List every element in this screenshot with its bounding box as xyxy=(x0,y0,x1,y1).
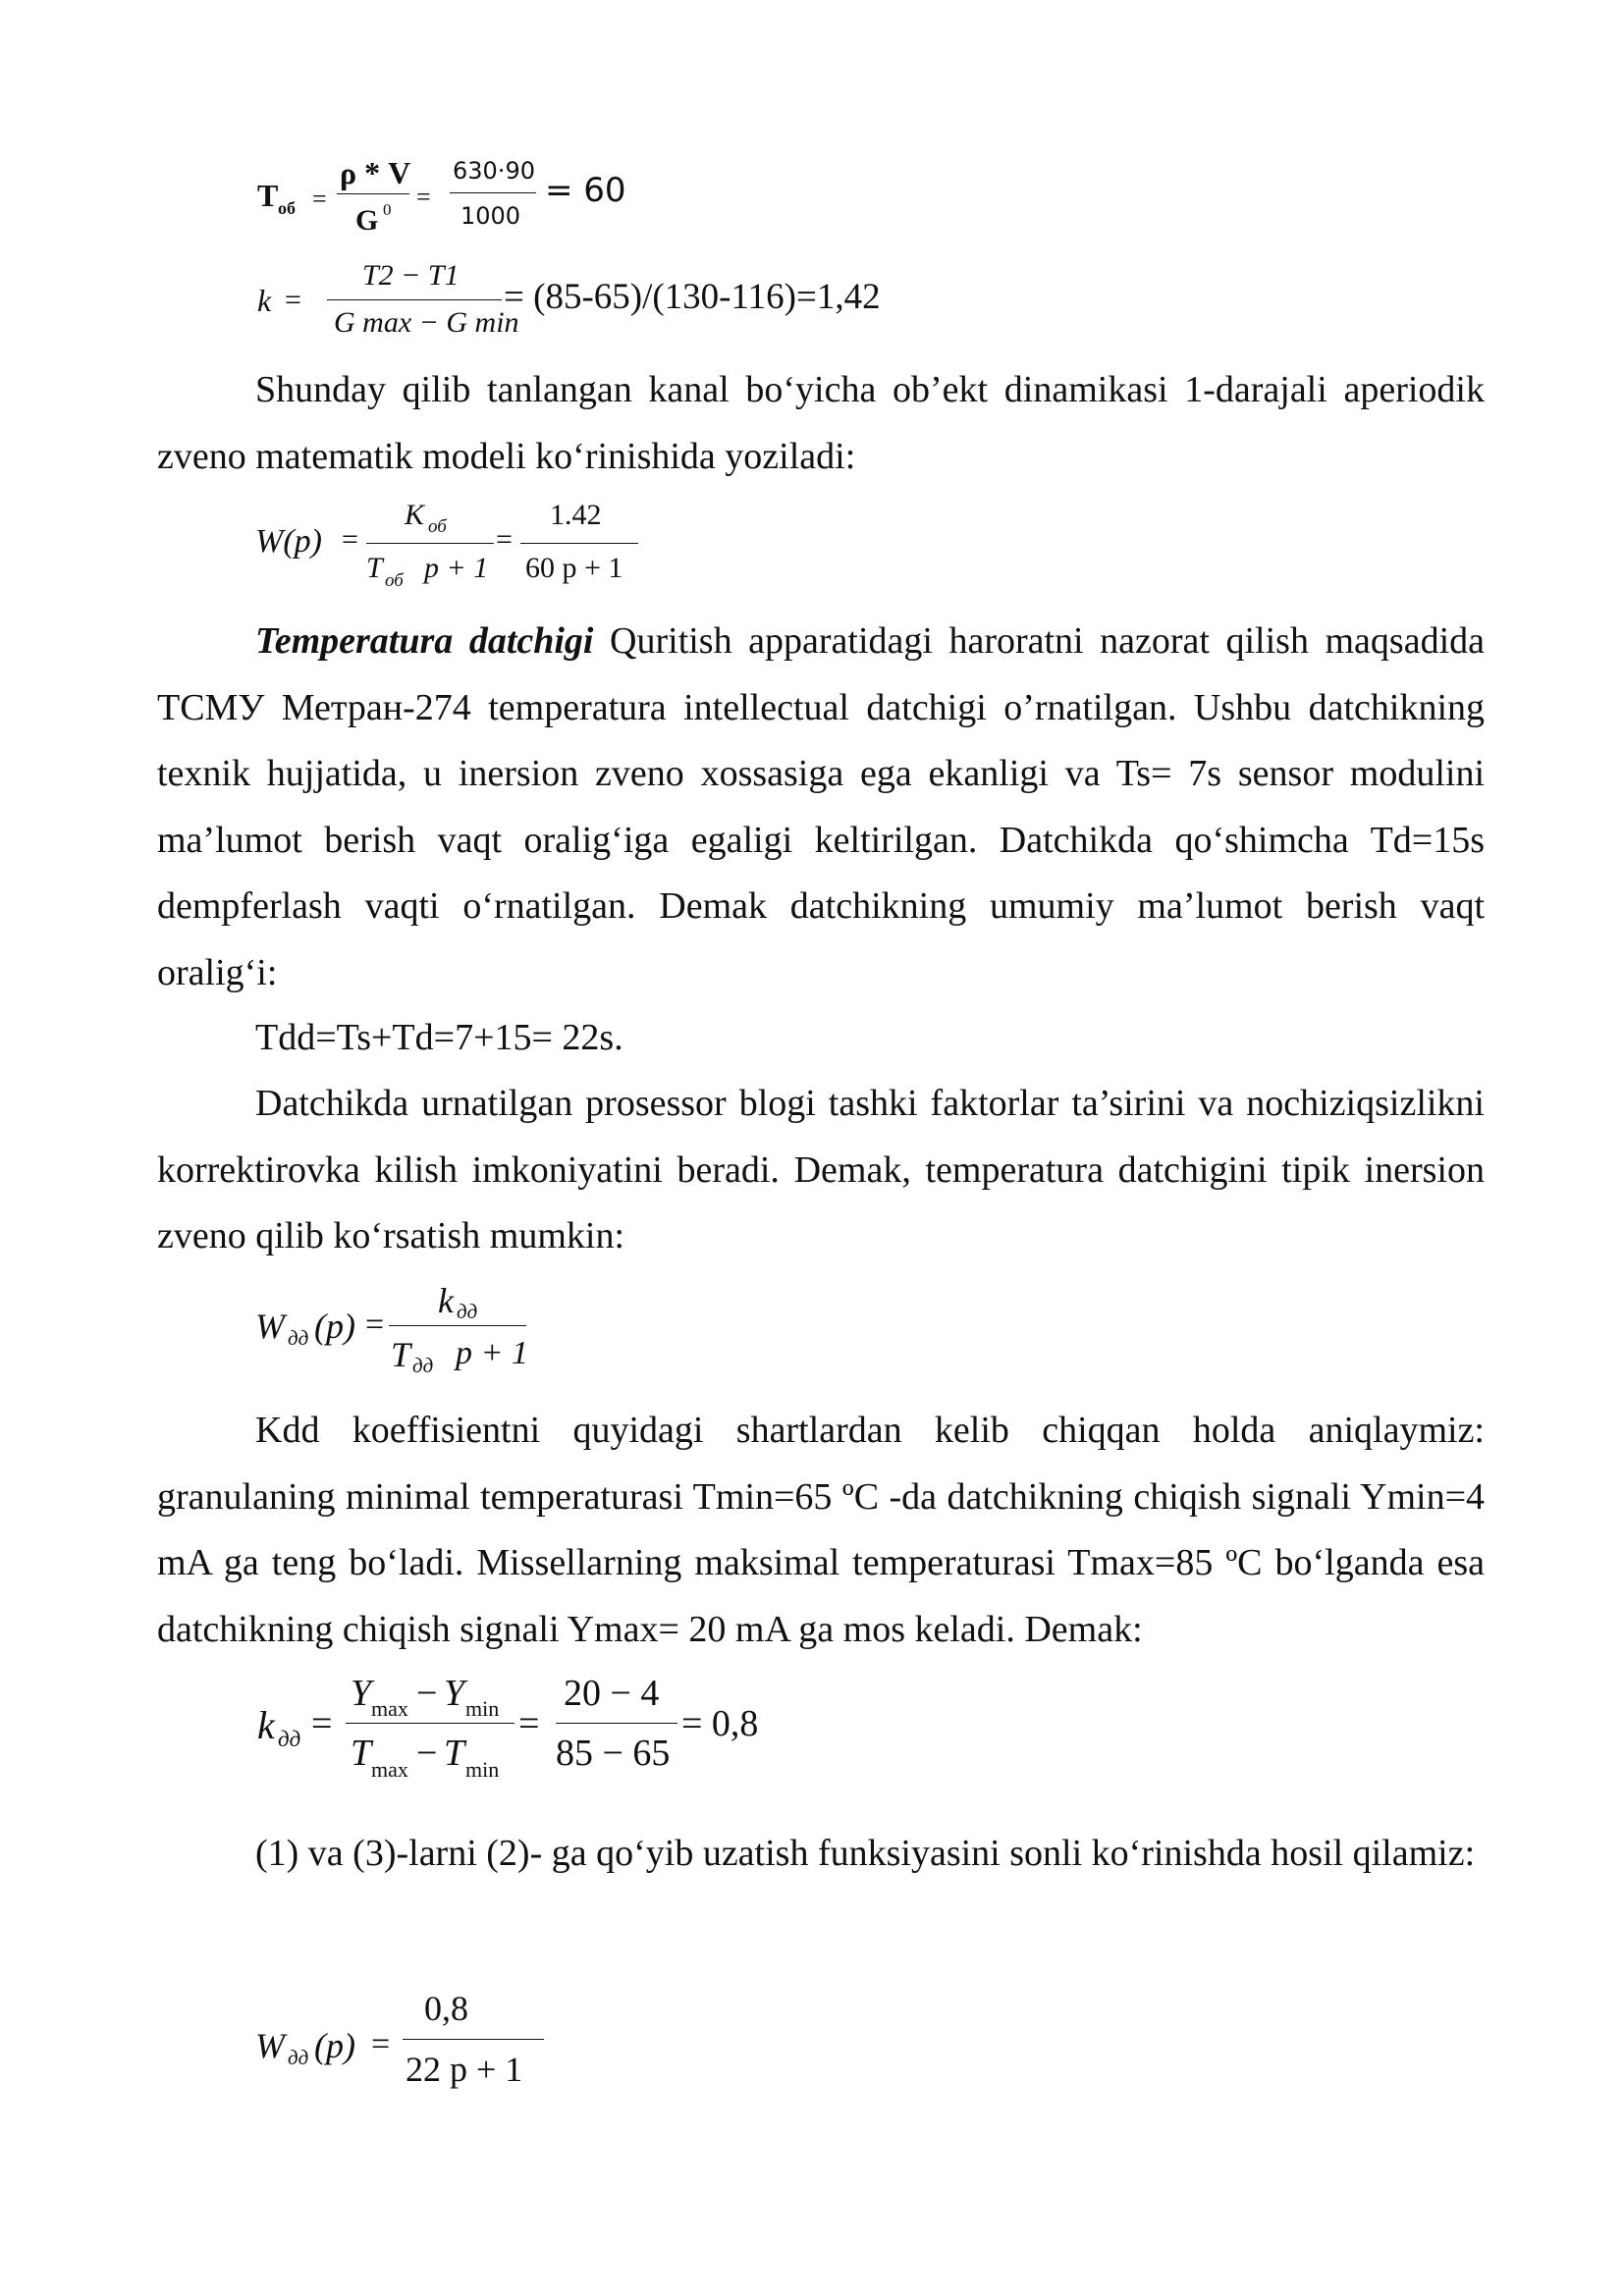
formula-equals: = xyxy=(312,185,327,213)
fraction-denominator: T xyxy=(366,552,383,584)
fraction-bar xyxy=(327,299,502,300)
formula-lhs-subscript: дд xyxy=(288,1326,309,1350)
fraction-numerator-subscript: дд xyxy=(457,1300,478,1323)
fraction-numerator-subscript: min xyxy=(465,1696,500,1721)
fraction-numerator: Y xyxy=(351,1673,372,1714)
formula-equals: = xyxy=(285,284,301,316)
fraction-bar xyxy=(346,1723,514,1724)
fraction-numerator: k xyxy=(438,1281,454,1320)
fraction-denominator-subscript: дд xyxy=(412,1354,434,1377)
fraction-denominator: T xyxy=(391,1335,411,1374)
fraction-numerator-operator: − xyxy=(416,1673,438,1714)
paragraph xyxy=(157,357,1485,490)
fraction-numerator: 0,8 xyxy=(424,1989,468,2028)
fraction-denominator-subscript: min xyxy=(465,1757,500,1782)
fraction-numerator-subscript: об xyxy=(428,516,447,537)
formula-equals: = xyxy=(496,523,513,556)
fraction-numerator: 630·90 xyxy=(453,157,535,185)
fraction-numerator: T2 − T1 xyxy=(362,259,460,292)
formula-equals: = xyxy=(371,2026,391,2062)
paragraph xyxy=(157,609,1485,1006)
fraction-bar xyxy=(450,192,536,193)
formula-lhs-subscript: дд xyxy=(288,2046,309,2069)
paragraph-text: (1) va (3)-larni (2)- ga qo‘yib uzatish funksiyasini sonli ko‘rinishda hosil qilamiz: xyxy=(255,1833,1476,1874)
formula-result: = (85-65)/(130-116)=1,42 xyxy=(504,277,881,317)
formula-lhs-subscript: дд xyxy=(278,1727,301,1751)
fraction-bar xyxy=(403,2039,544,2040)
formula-lhs: T xyxy=(257,178,279,213)
formula-equals: = xyxy=(518,1703,540,1744)
fraction-denominator-operator: − xyxy=(416,1733,438,1774)
formula-lhs: W xyxy=(255,2026,285,2065)
fraction-denominator-superscript: 0 xyxy=(383,200,392,219)
formula-equals: = xyxy=(365,1307,385,1343)
paragraph-text: Datchikda urnatilgan prosessor blogi tashki faktorlar ta’sirini va nochiziqsizlikni korrektirovka kilish imkoniyatini beradi. Demak, temperatura datchigini tipik inersion zveno qilib ko‘rsatish mumkin: xyxy=(157,1083,1485,1256)
fraction-denominator: 1000 xyxy=(460,202,521,230)
section-heading: Temperatura datchigi xyxy=(255,620,594,662)
fraction-denominator-subscript: max xyxy=(371,1757,408,1782)
paragraph-text: Shunday qilib tanlangan kanal bo‘yicha ob’ekt dinamikasi 1-darajali aperiodik zveno matematik modeli ko‘rinishida yoziladi: xyxy=(157,369,1485,477)
fraction-numerator-subscript: max xyxy=(371,1696,408,1721)
fraction-denominator: G max − G min xyxy=(334,306,519,339)
fraction-denominator: p + 1 xyxy=(424,552,489,584)
fraction-numerator: Y xyxy=(444,1673,465,1714)
formula-lhs-argument: (p) xyxy=(314,1307,355,1346)
fraction-numerator: K xyxy=(405,499,425,531)
fraction-bar xyxy=(337,193,409,194)
formula-lhs-subscript: об xyxy=(278,198,296,218)
formula-lhs: W xyxy=(255,1307,285,1346)
equation-tdd: Tdd=Ts+Td=7+15= 22s. xyxy=(255,1017,623,1058)
formula-result: = 0,8 xyxy=(681,1703,759,1744)
fraction-bar xyxy=(556,1723,677,1724)
paragraph xyxy=(157,1071,1485,1270)
fraction-denominator: p + 1 xyxy=(456,1335,528,1371)
fraction-bar xyxy=(520,543,638,544)
fraction-denominator: T xyxy=(351,1733,372,1774)
formula-equals: = xyxy=(311,1703,333,1744)
fraction-bar xyxy=(389,1325,526,1326)
formula-result: = 60 xyxy=(545,171,626,210)
fraction-denominator: T xyxy=(444,1733,465,1774)
fraction-bar xyxy=(366,543,494,544)
fraction-denominator: G xyxy=(355,204,379,237)
fraction-denominator: 85 − 65 xyxy=(556,1733,671,1774)
formula-lhs-argument: (p) xyxy=(314,2026,355,2065)
fraction-numerator: 20 − 4 xyxy=(564,1673,660,1714)
fraction-numerator: 1.42 xyxy=(550,499,602,531)
fraction-denominator: 22 p + 1 xyxy=(406,2050,523,2089)
paragraph-text: Quritish apparatidagi haroratni nazorat qilish maqsadida ТСМУ Метран-274 temperatura intellectual datchigi o’rnatilgan. Ushbu datchikning texnik hujjatida, u inersion zveno xossasiga ega ekanligi va Ts= 7s sensor modulini ma’lumot berish vaqt oralig‘iga egaligi keltirilgan. Datchikda qo‘shimcha Td=15s dempferlash vaqti o‘rnatilgan. Demak datchikning umumiy ma’lumot berish vaqt oralig‘i: xyxy=(157,620,1485,993)
fraction-denominator: 60 p + 1 xyxy=(525,552,623,584)
paragraph xyxy=(157,1821,1485,1888)
fraction-denominator-subscript: об xyxy=(385,570,404,591)
paragraph-text: Kdd koeffisientni quyidagi shartlardan kelib chiqqan holda aniqlaymiz: granulaning minimal temperaturasi Tmin=65 ºC -da datchikning chiqish signali Ymin=4 mA ga teng bo‘ladi. Missellarning maksimal temperaturasi Tmax=85 ºC bo‘lganda esa datchikning chiqish signali Ymax= 20 mA ga mos keladi. Demak: xyxy=(157,1410,1485,1650)
formula-lhs: k xyxy=(257,283,272,318)
formula-lhs: W(p) xyxy=(255,523,322,560)
fraction-numerator: ρ * V xyxy=(340,155,411,190)
paragraph xyxy=(157,1398,1485,1663)
formula-equals: = xyxy=(342,523,358,556)
formula-lhs: k xyxy=(257,1703,275,1747)
formula-equals: = xyxy=(416,183,431,211)
